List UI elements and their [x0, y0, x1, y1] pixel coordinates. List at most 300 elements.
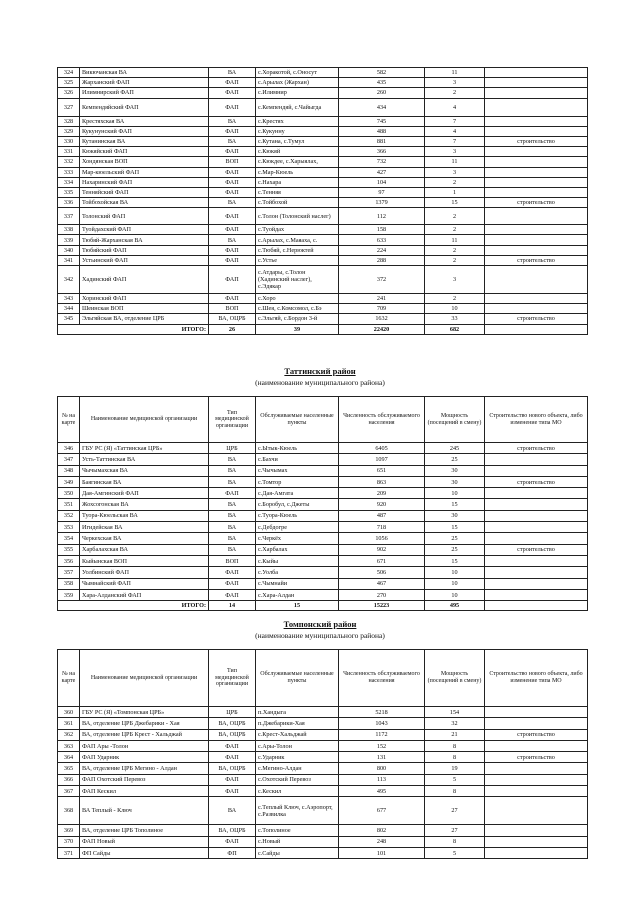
- cell-cap: 154: [425, 707, 485, 718]
- cell-cap: 5: [425, 847, 485, 858]
- cell-pop: 881: [339, 136, 425, 146]
- table-row: [58, 522, 588, 533]
- cell-type: ВА, ОЦРБ: [209, 729, 256, 740]
- table-tattinsky: [57, 396, 588, 611]
- table-row: [58, 304, 588, 314]
- district-title-tattinsky: Таттинский район: [284, 366, 356, 376]
- cell-n: 363: [58, 740, 80, 751]
- cell-points: с.Мар-Кюель: [256, 167, 339, 177]
- cell-type: ВОП: [209, 157, 256, 167]
- cell-cap: 25: [425, 544, 485, 555]
- cell-cap: 10: [425, 589, 485, 600]
- cell-n: 335: [58, 187, 80, 197]
- header-cap: Мощность (посещений в смену): [425, 650, 485, 707]
- cell-cap: 4: [425, 126, 485, 136]
- cell-points: с.Туойдах: [256, 225, 339, 235]
- cell-name: Жохсогонская ВА: [80, 499, 209, 510]
- cell-name: Харбалахская ВА: [80, 544, 209, 555]
- cell-type: ФАП: [209, 589, 256, 600]
- cell-build: [485, 847, 588, 858]
- cell-name: Кемпендяйский ФАП: [80, 98, 209, 116]
- cell-name: Крестяхская ВА: [80, 116, 209, 126]
- cell-n: 337: [58, 208, 80, 225]
- table-row: [58, 718, 588, 729]
- cell-n: 353: [58, 522, 80, 533]
- cell-type: ФАП: [209, 836, 256, 847]
- table-row: [58, 786, 588, 797]
- cell-points: с.Кутана, с.Тумул: [256, 136, 339, 146]
- cell-points: с.Мегино-Алдан: [256, 763, 339, 774]
- cell-name: ВА, отделение ЦРБ Мегино - Алдан: [80, 763, 209, 774]
- table-row: [58, 740, 588, 751]
- cell-cap: 8: [425, 836, 485, 847]
- cell-name: Тюбяй-Жарханская ВА: [80, 235, 209, 245]
- cell-cap: 21: [425, 729, 485, 740]
- cell-type: ВОП: [209, 555, 256, 566]
- cell-pop: 372: [339, 266, 425, 294]
- cell-pop: 718: [339, 522, 425, 533]
- table-row: [58, 763, 588, 774]
- header-points: Обслуживаемые населенные пункты: [256, 650, 339, 707]
- cell-n: 328: [58, 116, 80, 126]
- cell-cap: 11: [425, 235, 485, 245]
- header-name: Наименование медицинской организации: [80, 397, 209, 443]
- cell-n: 361: [58, 718, 80, 729]
- total-label: ИТОГО:: [58, 601, 209, 611]
- cell-pop: 435: [339, 78, 425, 88]
- cell-name: ВА Теплый - Ключ: [80, 797, 209, 825]
- cell-build: строительство: [485, 752, 588, 763]
- table-row: [58, 266, 588, 294]
- cell-type: ФП: [209, 847, 256, 858]
- cell-name: Баягинская ВА: [80, 476, 209, 487]
- cell-type: ФАП: [209, 208, 256, 225]
- cell-pop: 633: [339, 235, 425, 245]
- cell-points: с.Нахара: [256, 177, 339, 187]
- table-row: [58, 294, 588, 304]
- cell-type: ФАП: [209, 255, 256, 265]
- cell-name: Чымнайский ФАП: [80, 578, 209, 589]
- total-types: 14: [209, 601, 256, 611]
- header-n: № на карте: [58, 650, 80, 707]
- cell-cap: 10: [425, 567, 485, 578]
- cell-pop: 427: [339, 167, 425, 177]
- cell-build: [485, 533, 588, 544]
- cell-type: ЦРБ: [209, 707, 256, 718]
- table-row: [58, 729, 588, 740]
- cell-cap: 11: [425, 68, 485, 78]
- cell-cap: 10: [425, 488, 485, 499]
- cell-type: ВА: [209, 235, 256, 245]
- cell-pop: 1056: [339, 533, 425, 544]
- cell-type: ФАП: [209, 187, 256, 197]
- cell-type: ВА: [209, 68, 256, 78]
- cell-cap: 3: [425, 78, 485, 88]
- cell-pop: 863: [339, 476, 425, 487]
- table-row: [58, 136, 588, 146]
- table-row: [58, 488, 588, 499]
- cell-name: Кыйынская ВОП: [80, 555, 209, 566]
- cell-name: Туора-Кюельская ВА: [80, 510, 209, 521]
- cell-cap: 19: [425, 763, 485, 774]
- header-points: Обслуживаемые населенные пункты: [256, 397, 339, 443]
- table-row: [58, 454, 588, 465]
- table-row: [58, 147, 588, 157]
- cell-points: с.Тюбяй, с.Нерюктей: [256, 245, 339, 255]
- cell-pop: 1097: [339, 454, 425, 465]
- cell-pop: 467: [339, 578, 425, 589]
- cell-cap: 245: [425, 443, 485, 454]
- table-row: [58, 476, 588, 487]
- cell-points: с.Арылах (Жархан): [256, 78, 339, 88]
- district-subtitle: (наименование муниципального района): [255, 631, 385, 640]
- cell-name: ФАП Новый: [80, 836, 209, 847]
- table-row: [58, 533, 588, 544]
- cell-name: ВА, отделение ЦРБ Тополиное: [80, 825, 209, 836]
- cell-type: ВА: [209, 499, 256, 510]
- cell-build: [485, 208, 588, 225]
- table-continued: [57, 67, 588, 335]
- cell-build: [485, 786, 588, 797]
- cell-cap: 11: [425, 157, 485, 167]
- cell-cap: 30: [425, 476, 485, 487]
- cell-points: с.Туора-Кюель: [256, 510, 339, 521]
- cell-build: строительство: [485, 136, 588, 146]
- cell-pop: 1172: [339, 729, 425, 740]
- cell-type: ФАП: [209, 98, 256, 116]
- table-row: [58, 797, 588, 825]
- cell-name: Тенняйский ФАП: [80, 187, 209, 197]
- cell-name: Шеинская ВОП: [80, 304, 209, 314]
- cell-pop: 582: [339, 68, 425, 78]
- cell-cap: 2: [425, 88, 485, 98]
- cell-type: ВА, ОЦРБ: [209, 763, 256, 774]
- table-row: [58, 198, 588, 208]
- cell-n: 348: [58, 465, 80, 476]
- cell-n: 369: [58, 825, 80, 836]
- cell-cap: 27: [425, 825, 485, 836]
- cell-build: [485, 707, 588, 718]
- header-name: Наименование медицинской организации: [80, 650, 209, 707]
- cell-cap: 15: [425, 522, 485, 533]
- cell-n: 368: [58, 797, 80, 825]
- cell-pop: 651: [339, 465, 425, 476]
- cell-name: ВА, отделение ЦРБ Крест - Хальджай: [80, 729, 209, 740]
- cell-points: с.Кыйы: [256, 555, 339, 566]
- cell-points: с.Сайды: [256, 847, 339, 858]
- cell-points: с.Ары-Толон: [256, 740, 339, 751]
- table-row: [58, 126, 588, 136]
- cell-n: 343: [58, 294, 80, 304]
- cell-name: Жарханский ФАП: [80, 78, 209, 88]
- cell-points: с.Илимнир: [256, 88, 339, 98]
- cell-build: [485, 555, 588, 566]
- cell-name: ВА, отделение ЦРБ Джебарики - Хая: [80, 718, 209, 729]
- cell-build: [485, 294, 588, 304]
- cell-type: ВОП: [209, 304, 256, 314]
- cell-pop: 920: [339, 499, 425, 510]
- cell-name: Викючанская ВА: [80, 68, 209, 78]
- cell-build: [485, 177, 588, 187]
- cell-pop: 6405: [339, 443, 425, 454]
- cell-pop: 488: [339, 126, 425, 136]
- table-header-row: [58, 650, 588, 707]
- cell-n: 355: [58, 544, 80, 555]
- total-capacity: 682: [425, 324, 485, 334]
- cell-n: 370: [58, 836, 80, 847]
- table-row: [58, 443, 588, 454]
- cell-type: ФАП: [209, 78, 256, 88]
- cell-n: 336: [58, 198, 80, 208]
- total-row: [58, 324, 588, 334]
- cell-cap: 15: [425, 555, 485, 566]
- cell-name: Кюкяйский ФАП: [80, 147, 209, 157]
- table-row: [58, 499, 588, 510]
- cell-pop: 709: [339, 304, 425, 314]
- cell-cap: 3: [425, 147, 485, 157]
- cell-name: Тюбяйский ФАП: [80, 245, 209, 255]
- cell-build: [485, 225, 588, 235]
- cell-n: 327: [58, 98, 80, 116]
- cell-name: Хара-Алданский ФАП: [80, 589, 209, 600]
- table-row: [58, 847, 588, 858]
- table-row: [58, 465, 588, 476]
- cell-cap: 8: [425, 786, 485, 797]
- cell-n: 350: [58, 488, 80, 499]
- total-capacity: 495: [425, 601, 485, 611]
- cell-build: [485, 78, 588, 88]
- cell-cap: 8: [425, 752, 485, 763]
- cell-n: 362: [58, 729, 80, 740]
- cell-n: 364: [58, 752, 80, 763]
- cell-build: [485, 797, 588, 825]
- cell-points: с.Арылах, с.Маяаха, с.: [256, 235, 339, 245]
- cell-pop: 732: [339, 157, 425, 167]
- cell-build: [485, 510, 588, 521]
- table-row: [58, 774, 588, 785]
- cell-pop: 241: [339, 294, 425, 304]
- table-row: [58, 157, 588, 167]
- cell-points: с.Чымнайи: [256, 578, 339, 589]
- cell-name: Нахаринский ФАП: [80, 177, 209, 187]
- cell-points: с.Толон (Толонский наслег): [256, 208, 339, 225]
- cell-cap: 10: [425, 578, 485, 589]
- cell-points: с.Тополиное: [256, 825, 339, 836]
- cell-pop: 97: [339, 187, 425, 197]
- cell-n: 365: [58, 763, 80, 774]
- table-row: [58, 78, 588, 88]
- cell-pop: 270: [339, 589, 425, 600]
- table-row: [58, 167, 588, 177]
- cell-cap: 15: [425, 499, 485, 510]
- cell-type: ФАП: [209, 126, 256, 136]
- total-row: [58, 601, 588, 611]
- cell-points: с.Томтор: [256, 476, 339, 487]
- cell-cap: 10: [425, 304, 485, 314]
- cell-pop: 209: [339, 488, 425, 499]
- cell-cap: 3: [425, 266, 485, 294]
- cell-name: Черкехская ВА: [80, 533, 209, 544]
- cell-type: ВА: [209, 198, 256, 208]
- cell-n: 359: [58, 589, 80, 600]
- cell-n: 349: [58, 476, 80, 487]
- cell-cap: 7: [425, 136, 485, 146]
- cell-build: [485, 68, 588, 78]
- cell-type: ФАП: [209, 88, 256, 98]
- table-row: [58, 510, 588, 521]
- cell-cap: 4: [425, 98, 485, 116]
- cell-build: строительство: [485, 255, 588, 265]
- cell-n: 366: [58, 774, 80, 785]
- total-label: ИТОГО:: [58, 324, 209, 334]
- cell-build: строительство: [485, 198, 588, 208]
- cell-points: с.Дая-Амгата: [256, 488, 339, 499]
- table-row: [58, 187, 588, 197]
- cell-points: с.Атдары, с.Толон (Хадинский наслег), с.Эдякар: [256, 266, 339, 294]
- cell-cap: 7: [425, 116, 485, 126]
- total-empty: [485, 324, 588, 334]
- cell-cap: 2: [425, 294, 485, 304]
- cell-points: п.Джебарики-Хая: [256, 718, 339, 729]
- cell-build: строительство: [485, 443, 588, 454]
- cell-cap: 33: [425, 314, 485, 324]
- cell-build: [485, 567, 588, 578]
- table-row: [58, 116, 588, 126]
- district-title-tomponsky: Томпонский район: [283, 619, 357, 629]
- cell-type: ВА: [209, 465, 256, 476]
- cell-points: с.Харбалах: [256, 544, 339, 555]
- table-row: [58, 235, 588, 245]
- cell-pop: 260: [339, 88, 425, 98]
- cell-cap: 30: [425, 510, 485, 521]
- cell-points: с.Бахчи: [256, 454, 339, 465]
- cell-build: строительство: [485, 729, 588, 740]
- cell-name: ФАП Ары -Толон: [80, 740, 209, 751]
- table-row: [58, 578, 588, 589]
- cell-cap: 2: [425, 208, 485, 225]
- cell-type: ФАП: [209, 245, 256, 255]
- cell-points: с.Ударник: [256, 752, 339, 763]
- cell-pop: 288: [339, 255, 425, 265]
- table-row: [58, 825, 588, 836]
- cell-build: [485, 578, 588, 589]
- cell-name: Игидейская ВА: [80, 522, 209, 533]
- table-row: [58, 314, 588, 324]
- cell-type: ВА, ОЦРБ: [209, 314, 256, 324]
- cell-pop: 487: [339, 510, 425, 521]
- table-row: [58, 208, 588, 225]
- cell-type: ВА: [209, 454, 256, 465]
- cell-pop: 671: [339, 555, 425, 566]
- cell-build: строительство: [485, 544, 588, 555]
- cell-type: ФАП: [209, 147, 256, 157]
- cell-pop: 158: [339, 225, 425, 235]
- cell-type: ВА: [209, 116, 256, 126]
- cell-name: Уолбинский ФАП: [80, 567, 209, 578]
- cell-points: с.Кукунну: [256, 126, 339, 136]
- cell-cap: 2: [425, 225, 485, 235]
- cell-type: ФАП: [209, 752, 256, 763]
- cell-pop: 1632: [339, 314, 425, 324]
- total-points: 15: [256, 601, 339, 611]
- header-build: Строительство нового объекта, либо изменение типа МО: [485, 650, 588, 707]
- table-row: [58, 567, 588, 578]
- cell-pop: 802: [339, 825, 425, 836]
- cell-name: Хадинский ФАП: [80, 266, 209, 294]
- cell-build: [485, 187, 588, 197]
- cell-n: 326: [58, 88, 80, 98]
- table-row: [58, 245, 588, 255]
- cell-name: Туойдахский ФАП: [80, 225, 209, 235]
- cell-n: 367: [58, 786, 80, 797]
- cell-cap: 25: [425, 533, 485, 544]
- cell-cap: 2: [425, 177, 485, 187]
- cell-build: [485, 488, 588, 499]
- cell-points: с.Кемпендяй, с.Чайыгда: [256, 98, 339, 116]
- table-row: [58, 225, 588, 235]
- cell-n: 338: [58, 225, 80, 235]
- cell-type: ФАП: [209, 167, 256, 177]
- cell-pop: 248: [339, 836, 425, 847]
- cell-build: [485, 499, 588, 510]
- cell-cap: 27: [425, 797, 485, 825]
- cell-pop: 434: [339, 98, 425, 116]
- cell-n: 325: [58, 78, 80, 88]
- table-row: [58, 836, 588, 847]
- cell-name: Хоринский ФАП: [80, 294, 209, 304]
- cell-points: с.Шея, с.Комсомол, с.Бэ: [256, 304, 339, 314]
- cell-name: ГБУ РС (Я) «Томпонская ЦРБ»: [80, 707, 209, 718]
- cell-name: ФАП Охотский Перевоз: [80, 774, 209, 785]
- cell-build: [485, 763, 588, 774]
- cell-type: ФАП: [209, 567, 256, 578]
- cell-build: [485, 522, 588, 533]
- header-type: Тип медицинской организации: [209, 397, 256, 443]
- header-cap: Мощность (посещений в смену): [425, 397, 485, 443]
- cell-build: [485, 266, 588, 294]
- cell-type: ФАП: [209, 294, 256, 304]
- table-row: [58, 98, 588, 116]
- cell-name: Кутанинская ВА: [80, 136, 209, 146]
- cell-points: с.Крест-Хальджай: [256, 729, 339, 740]
- cell-points: с.Тойбохой: [256, 198, 339, 208]
- cell-n: 333: [58, 167, 80, 177]
- cell-name: Чычымахская ВА: [80, 465, 209, 476]
- header-type: Тип медицинской организации: [209, 650, 256, 707]
- cell-type: ВА: [209, 510, 256, 521]
- cell-n: 344: [58, 304, 80, 314]
- cell-type: ВА: [209, 544, 256, 555]
- cell-name: ФП Сайды: [80, 847, 209, 858]
- cell-points: с.Новый: [256, 836, 339, 847]
- cell-pop: 745: [339, 116, 425, 126]
- cell-n: 371: [58, 847, 80, 858]
- cell-name: Хондянская ВОП: [80, 157, 209, 167]
- cell-build: [485, 740, 588, 751]
- cell-build: [485, 126, 588, 136]
- cell-n: 334: [58, 177, 80, 187]
- header-build: Строительство нового объекта, либо изменение типа МО: [485, 397, 588, 443]
- cell-points: с.Дебдогре: [256, 522, 339, 533]
- cell-points: с.Хоро: [256, 294, 339, 304]
- cell-name: Устьинский ФАП: [80, 255, 209, 265]
- table-row: [58, 555, 588, 566]
- table-row: [58, 589, 588, 600]
- cell-build: [485, 454, 588, 465]
- cell-type: ФАП: [209, 774, 256, 785]
- cell-type: ФАП: [209, 225, 256, 235]
- cell-cap: 15: [425, 198, 485, 208]
